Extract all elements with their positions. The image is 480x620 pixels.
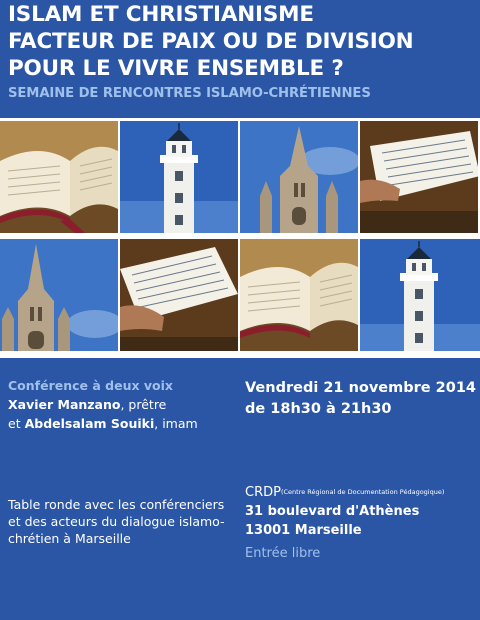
info-panel bbox=[0, 358, 480, 620]
church-steeple-photo bbox=[240, 121, 358, 233]
venue-address-1: 31 boulevard d'Athènes bbox=[245, 504, 420, 519]
venue-name-line bbox=[245, 483, 444, 502]
quran-hand-photo bbox=[360, 121, 478, 233]
entry-note: Entrée libre bbox=[245, 546, 321, 561]
bible-photo bbox=[0, 121, 118, 233]
title-line-3: POUR LE VIVRE ENSEMBLE ? bbox=[8, 56, 344, 81]
church-steeple-photo bbox=[0, 239, 118, 351]
poster-title bbox=[8, 1, 413, 82]
event-date-day: Vendredi 21 novembre 2014 bbox=[245, 380, 477, 396]
table-ronde-text: Table ronde avec les conférenciers et des acteurs du dialogue islamo-chrétien à Marseille bbox=[8, 497, 225, 546]
venue bbox=[245, 483, 444, 540]
venue-address-2: 13001 Marseille bbox=[245, 523, 362, 538]
speaker-2 bbox=[8, 416, 198, 431]
minaret-photo bbox=[360, 239, 480, 351]
speaker-1 bbox=[8, 397, 166, 412]
speaker-1-name: Xavier Manzano bbox=[8, 397, 121, 412]
header-banner bbox=[0, 0, 480, 118]
quran-hand-photo bbox=[120, 239, 238, 351]
event-date bbox=[245, 378, 476, 420]
poster-subtitle: SEMAINE DE RENCONTRES ISLAMO-CHRÉTIENNES bbox=[8, 86, 371, 101]
minaret-photo bbox=[120, 121, 238, 233]
photo-grid bbox=[0, 118, 480, 358]
speaker-1-role: , prêtre bbox=[120, 397, 167, 412]
speaker-2-role: , imam bbox=[154, 416, 198, 431]
speaker-2-prefix: et bbox=[8, 416, 25, 431]
venue-name: CRDP bbox=[245, 485, 281, 500]
speaker-2-name: Abdelsalam Souiki bbox=[24, 416, 155, 431]
bible-photo bbox=[240, 239, 358, 351]
title-line-1: ISLAM ET CHRISTIANISME bbox=[8, 2, 314, 27]
conference-heading: Conférence à deux voix bbox=[8, 378, 173, 393]
event-date-time: de 18h30 à 21h30 bbox=[245, 401, 392, 417]
title-line-2: FACTEUR DE PAIX OU DE DIVISION bbox=[8, 29, 414, 54]
venue-name-full: (Centre Régional de Documentation Pédagogique) bbox=[280, 488, 445, 496]
